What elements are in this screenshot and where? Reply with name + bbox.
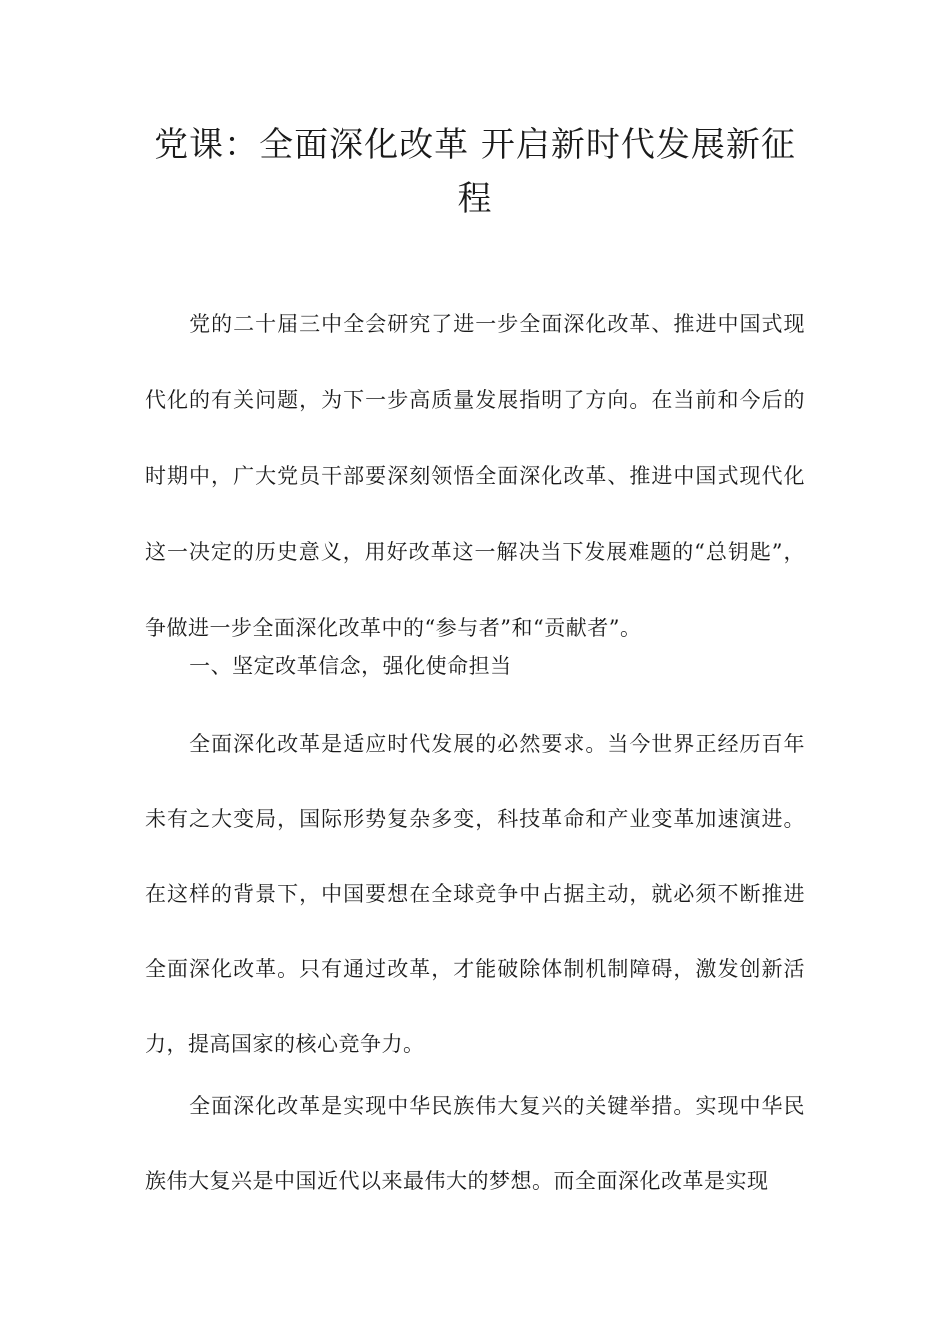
- document-title: 党课：全面深化改革 开启新时代发展新征程: [154, 125, 796, 219]
- paragraph-section-1-a: 全面深化改革是适应时代发展的必然要求。当今世界正经历百年未有之大变局，国际形势复杂多变，科技革命和产业变革加速演进。在这样的背景下，中国要想在全球竞争中占据主动，就必须不断推进全面深化改革。只有通过改革，才能破除体制机制障碍，激发创新活力，提高国家的核心竞争力。: [145, 732, 805, 1056]
- section-heading-1: 一、坚定改革信念，强化使命担当: [189, 654, 512, 678]
- paragraph-section-1-b: 全面深化改革是实现中华民族伟大复兴的关键举措。实现中华民族伟大复兴是中国近代以来最伟大的梦想。而全面深化改革是实现: [145, 1094, 805, 1193]
- paragraph-intro: 党的二十届三中全会研究了进一步全面深化改革、推进中国式现代化的有关问题，为下一步高质量发展指明了方向。在当前和今后的时期中，广大党员干部要深刻领悟全面深化改革、推进中国式现代化这一决定的历史意义，用好改革这一解决当下发展难题的“总钥匙”，争做进一步全面深化改革中的“参与者”和“贡献者”。: [145, 312, 805, 640]
